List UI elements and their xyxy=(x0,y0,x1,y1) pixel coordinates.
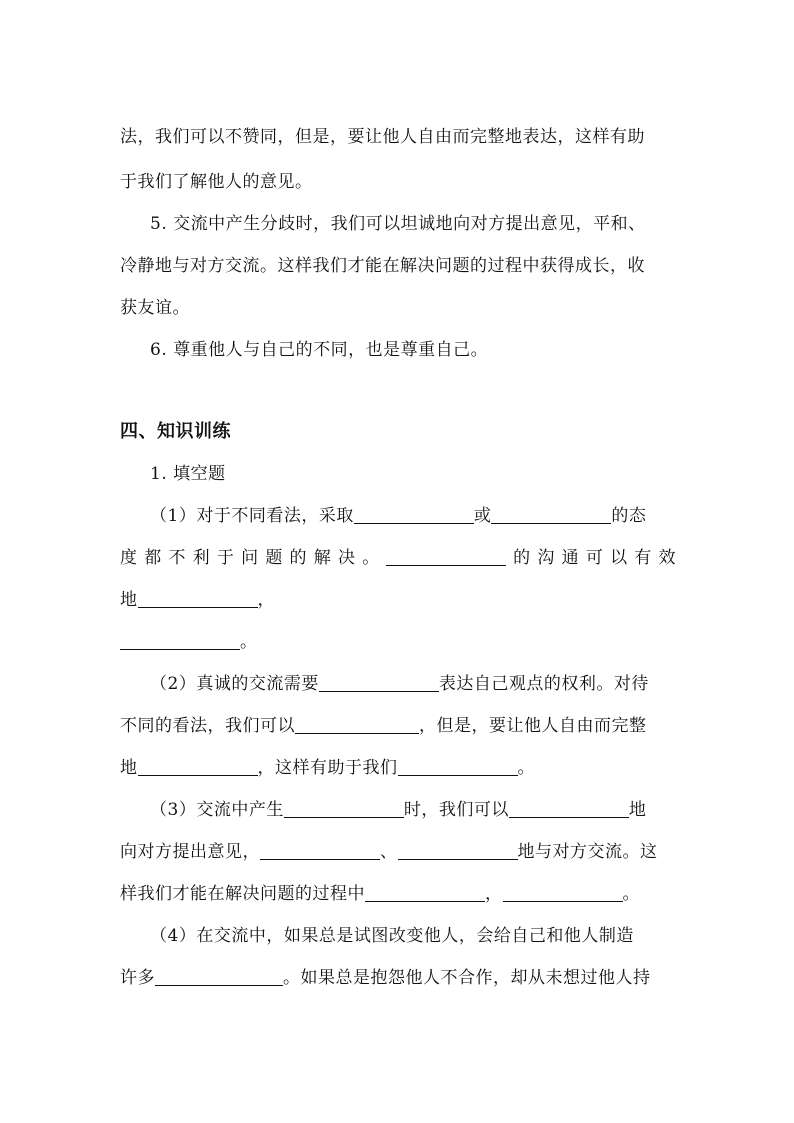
question-1-line: 。 xyxy=(120,630,258,654)
question-2-line: 不同的看法，我们可以 ，但是，要让他人自由而完整 xyxy=(120,716,647,736)
answer-blank[interactable] xyxy=(260,841,380,860)
question-3-line: 样我们才能在解决问题的过程中 ， 。 xyxy=(120,884,640,904)
answer-blank[interactable] xyxy=(138,589,258,608)
answer-blank[interactable] xyxy=(398,841,518,860)
point-5-line: 5. 交流中产生分歧时，我们可以坦诚地向对方提出意见，平和、 xyxy=(150,214,646,234)
answer-blank[interactable] xyxy=(295,715,419,734)
point-6: 6. 尊重他人与自己的不同，也是尊重自己。 xyxy=(150,340,489,360)
question-3-line: （3）交流中产生 时，我们可以 地 xyxy=(150,800,647,820)
answer-blank[interactable] xyxy=(138,757,258,776)
question-3-line: 向对方提出意见， 、 地与对方交流。这 xyxy=(120,842,658,862)
question-2-line: 地 ，这样有助于我们 。 xyxy=(120,758,535,778)
answer-blank[interactable] xyxy=(503,883,623,902)
answer-blank[interactable] xyxy=(365,883,485,902)
answer-blank[interactable] xyxy=(284,799,404,818)
question-1-line: 度都不利于问题的解决。 的沟通可以有效 xyxy=(120,548,677,568)
answer-blank[interactable] xyxy=(509,799,629,818)
paragraph-line: 法，我们可以不赞同，但是，要让他人自由而完整地表达，这样有助 xyxy=(120,127,645,147)
point-5-line: 获友谊。 xyxy=(120,298,190,318)
subsection-title: 1. 填空题 xyxy=(150,464,226,484)
answer-blank[interactable] xyxy=(319,673,439,692)
question-4-line: （4）在交流中，如果总是试图改变他人，会给自己和他人制造 xyxy=(150,926,634,946)
answer-blank[interactable] xyxy=(120,631,240,650)
answer-blank[interactable] xyxy=(398,757,518,776)
question-2-line: （2）真诚的交流需要 表达自己观点的权利。对待 xyxy=(150,674,649,694)
answer-blank[interactable] xyxy=(155,967,283,986)
answer-blank[interactable] xyxy=(491,505,611,524)
question-4-line: 许多 。如果总是抱怨他人不合作，却从未想过他人持 xyxy=(120,968,651,988)
question-1-line: （1）对于不同看法，采取 或 的态 xyxy=(150,506,647,526)
answer-blank[interactable] xyxy=(386,547,506,566)
question-1-line: 地 ， xyxy=(120,590,275,610)
answer-blank[interactable] xyxy=(354,505,474,524)
point-5-line: 冷静地与对方交流。这样我们才能在解决问题的过程中获得成长，收 xyxy=(120,256,645,276)
paragraph-line: 于我们了解他人的意见。 xyxy=(120,172,313,192)
section-title: 四、知识训练 xyxy=(120,421,231,442)
